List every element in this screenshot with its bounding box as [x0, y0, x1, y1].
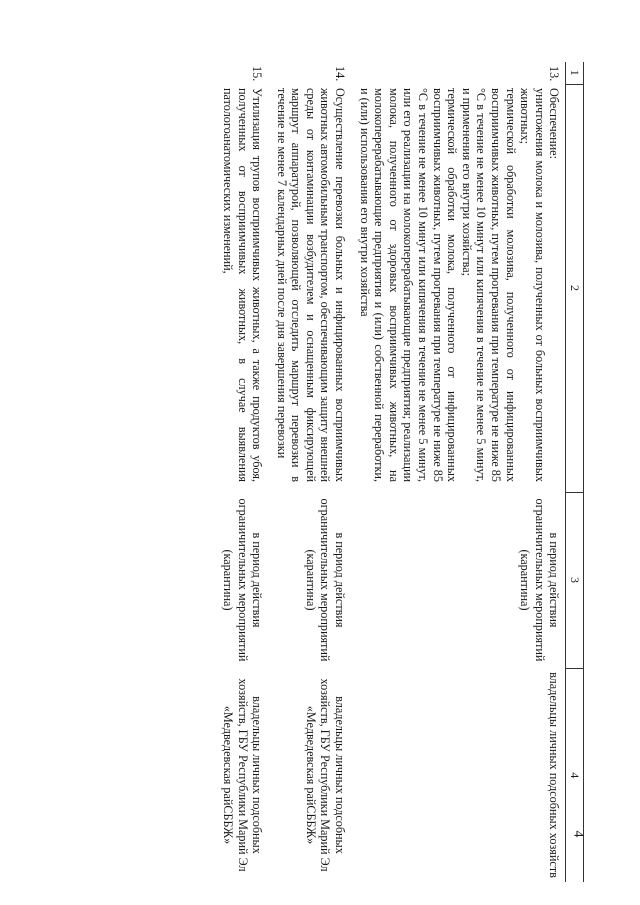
description-paragraph: Осуществление перевозки больных и инфицированных восприимчивых животных автомобильным транспортом, обеспечивающим защиту внешней среды от контаминации возбудителем и оснащенным фиксирующей маршрут аппаратурой, позволяющей отследить маршрут перевозки в течение не менее 7 календарных дней после дня завершения перевозки — [274, 88, 348, 482]
header-col-1: 1 — [566, 62, 584, 84]
description-paragraph: уничтожения молока и молозива, полученных от больных восприимчивых животных; — [518, 88, 547, 482]
description-paragraph: Обеспечение: — [547, 88, 562, 159]
row-deadline: в период действия ограничительных мероприятий (карантина) — [518, 498, 562, 662]
document-table-rotated — [24, 62, 584, 882]
row-description — [268, 84, 351, 492]
table-row — [268, 62, 351, 882]
row-deadline: в период действия ограничительных мероприятий (карантина) — [220, 498, 265, 662]
row-responsible: владельцы личных подсобных хозяйств — [547, 672, 562, 878]
description-paragraph: термической обработки молока, полученного от инфицированных восприимчивых животных, путем прогревания при температуре не ниже 85 °С в течение не менее 10 минут или кипячения в течение не менее 5 минут, или его реализации на молокоперерабатывающие предприятия; реализации молока, полученного от здоровых восприимчивых животных, на молокоперерабатывающие предприятия и (или) собственной переработки, и (или) использования его внутри хозяйства — [357, 88, 460, 482]
table-row — [351, 62, 566, 882]
row-deadline: в период действия ограничительных мероприятий (карантина) — [303, 498, 348, 662]
header-col-2: 2 — [566, 84, 584, 492]
header-col-4: 4 — [566, 668, 584, 882]
table-row — [214, 62, 268, 882]
row-responsible: владельцы личных подсобных хозяйств, ГБУ Республики Марий Эл «Медведевская райСББЖ» — [220, 678, 265, 872]
row-number: 13. — [547, 66, 562, 82]
row-description — [351, 84, 566, 492]
table-header-row — [566, 62, 584, 882]
measures-table — [214, 62, 584, 882]
row-number: 15. — [250, 66, 265, 82]
page-number: 4 — [570, 830, 586, 838]
row-number: 14. — [333, 66, 348, 82]
description-paragraph: термической обработки молозива, полученного от инфицированных восприимчивых животных, путем прогревания при температуре не ниже 85 °С в течение не менее 10 минут или кипячения в течение не менее 5 минут, и применения его внутри хозяйства; — [459, 88, 518, 482]
description-paragraph: Утилизация трупов восприимчивых животных, а также продуктов убоя, полученных от восприимчивых животных, в случае выявления патологоанатомических изменений, — [220, 88, 265, 482]
row-responsible: владельцы личных подсобных хозяйств, ГБУ Республики Марий Эл «Медведевская райСББЖ» — [303, 678, 348, 872]
header-col-3: 3 — [566, 492, 584, 668]
row-description — [214, 84, 268, 492]
